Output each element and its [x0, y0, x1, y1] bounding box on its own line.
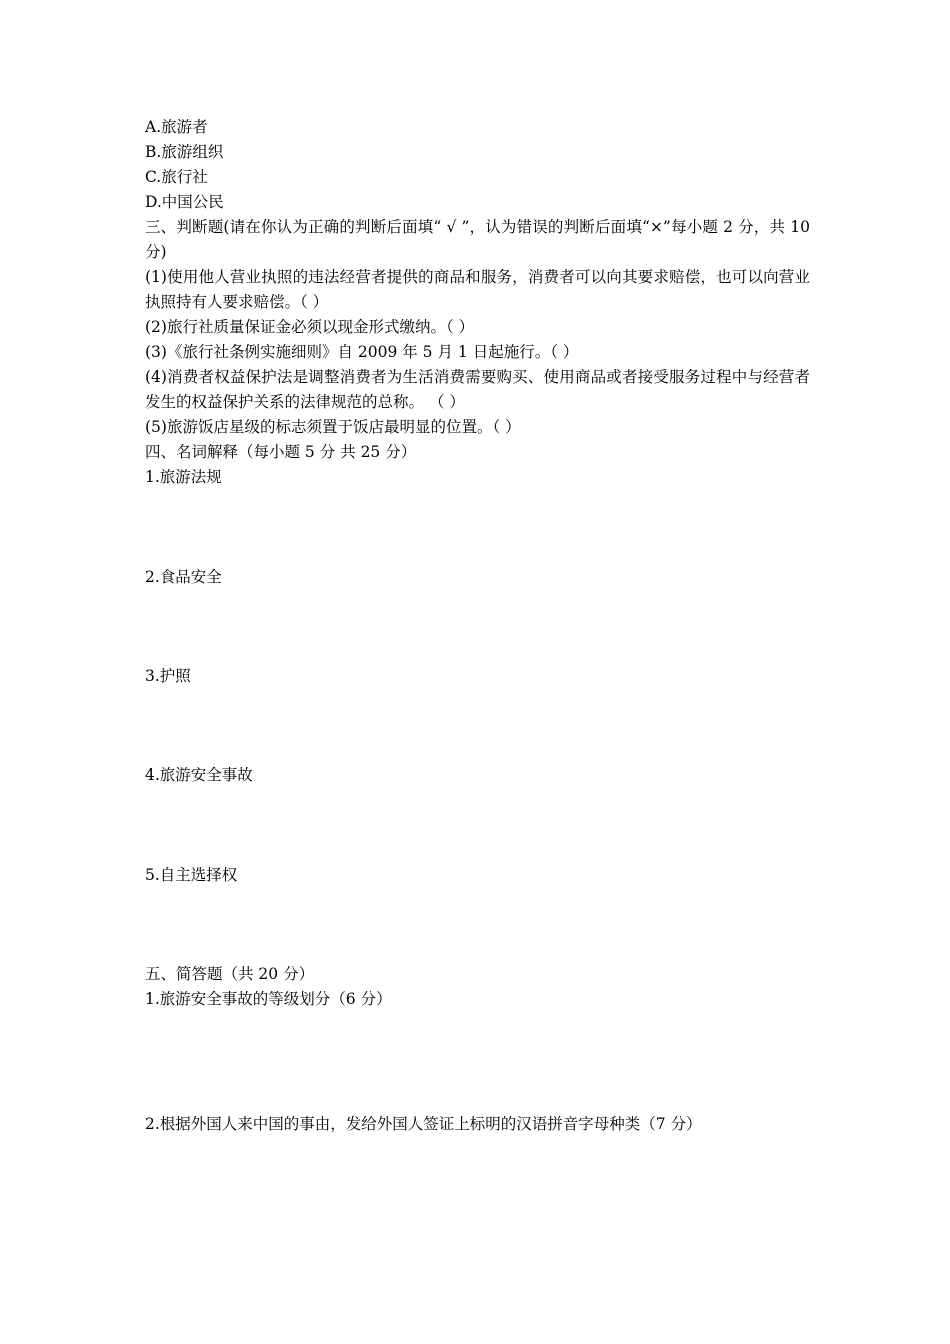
- option-a: A.旅游者: [145, 118, 208, 136]
- option-d: D.中国公民: [145, 193, 224, 211]
- judgment-item-5: (5)旅游饭店星级的标志须置于饭店最明显的位置。（ ）: [145, 418, 521, 436]
- term-item-2: 2.食品安全: [145, 568, 222, 586]
- section-3-heading: 三、判断题(请在你认为正确的判断后面填“ √ ”，认为错误的判断后面填“×”每小题 2 分，共 10 分): [145, 218, 810, 261]
- section-5-heading: 五、简答题（共 20 分）: [145, 965, 315, 983]
- judgment-item-3: (3)《旅行社条例实施细则》自 2009 年 5 月 1 日起施行。（ ）: [145, 343, 579, 361]
- term-item-4: 4.旅游安全事故: [145, 766, 253, 784]
- term-item-1: 1.旅游法规: [145, 468, 222, 486]
- section-4-heading: 四、名词解释（每小题 5 分 共 25 分）: [145, 443, 417, 461]
- term-item-3: 3.护照: [145, 667, 191, 685]
- option-c: C.旅行社: [145, 168, 208, 186]
- option-b: B.旅游组织: [145, 143, 224, 161]
- term-item-5: 5.自主选择权: [145, 866, 238, 884]
- judgment-item-4: (4)消费者权益保护法是调整消费者为生活消费需要购买、使用商品或者接受服务过程中与经营者发生的权益保护关系的法律规范的总称。 （ ）: [145, 368, 810, 411]
- judgment-item-1: (1)使用他人营业执照的违法经营者提供的商品和服务，消费者可以向其要求赔偿，也可以向营业执照持有人要求赔偿。（ ）: [145, 268, 810, 311]
- short-answer-item-2: 2.根据外国人来中国的事由，发给外国人签证上标明的汉语拼音字母种类（7 分）: [145, 1115, 702, 1133]
- judgment-item-2: (2)旅行社质量保证金必须以现金形式缴纳。（ ）: [145, 318, 475, 336]
- short-answer-item-1: 1.旅游安全事故的等级划分（6 分）: [145, 990, 392, 1008]
